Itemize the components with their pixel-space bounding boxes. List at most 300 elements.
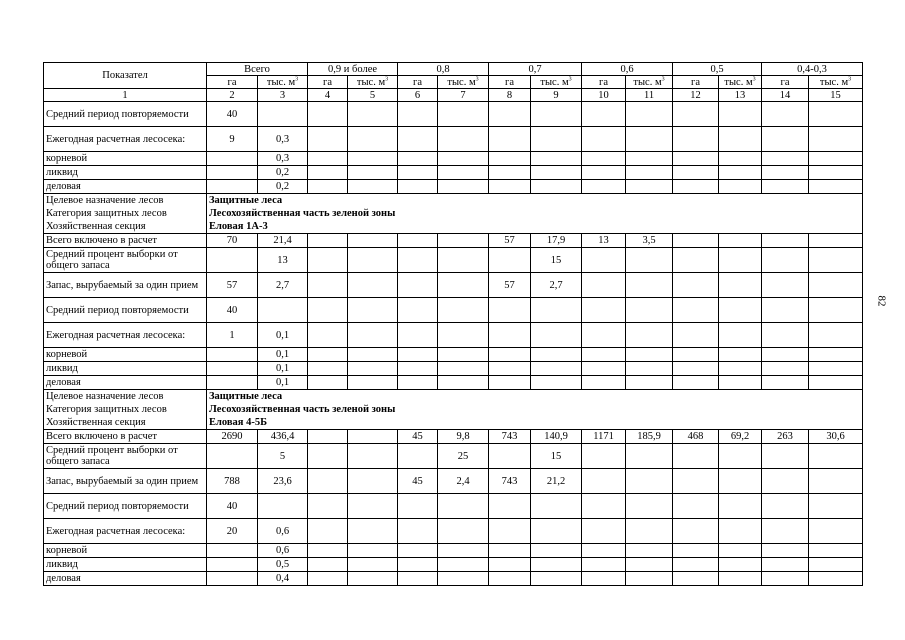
- row-label: деловая: [44, 572, 207, 586]
- table-cell: [809, 102, 863, 127]
- unit-volume-label: тыс. м: [266, 76, 296, 88]
- table-cell: 9,8: [438, 430, 489, 444]
- table-cell: [673, 376, 719, 390]
- table-cell: [719, 180, 762, 194]
- table-cell: 1: [207, 323, 258, 348]
- table-row: [44, 494, 863, 519]
- table-cell: [348, 544, 398, 558]
- header-group: 0,8: [398, 63, 489, 76]
- table-cell: 40: [207, 102, 258, 127]
- table-cell: [531, 544, 582, 558]
- unit-ha: га: [207, 76, 258, 89]
- table-row: [44, 430, 863, 444]
- unit-ha: га: [673, 76, 719, 89]
- row-label: Всего включено в расчет: [44, 234, 207, 248]
- unit-ha: га: [582, 76, 626, 89]
- table-cell: 13: [258, 248, 308, 273]
- table-cell: 263: [762, 430, 809, 444]
- table-cell: [398, 298, 438, 323]
- table-cell: [489, 348, 531, 362]
- section-info-row: [44, 390, 863, 404]
- table-cell: 2,4: [438, 469, 489, 494]
- table-cell: [308, 102, 348, 127]
- table-cell: [719, 298, 762, 323]
- table-cell: [348, 102, 398, 127]
- table-cell: [582, 323, 626, 348]
- table-cell: [673, 348, 719, 362]
- table-cell: [626, 544, 673, 558]
- unit-volume-label: тыс. м: [540, 76, 569, 88]
- row-label: Средний процент выборки от общего запаса: [44, 444, 207, 469]
- table-cell: [398, 348, 438, 362]
- table-cell: [673, 444, 719, 469]
- table-cell: [308, 323, 348, 348]
- table-cell: [809, 558, 863, 572]
- table-cell: [398, 558, 438, 572]
- table-cell: [626, 152, 673, 166]
- table-cell: 40: [207, 494, 258, 519]
- table-cell: [207, 180, 258, 194]
- unit-volume: [531, 76, 582, 89]
- table-cell: [308, 544, 348, 558]
- table-cell: 0,3: [258, 127, 308, 152]
- table-cell: 5: [258, 444, 308, 469]
- table-cell: [809, 323, 863, 348]
- table-cell: [489, 298, 531, 323]
- table-row: [44, 348, 863, 362]
- table-cell: [626, 127, 673, 152]
- table-row: [44, 248, 863, 273]
- unit-volume-exponent: 3: [385, 76, 389, 82]
- table-cell: [438, 323, 489, 348]
- table-cell: [673, 469, 719, 494]
- page-number: 82: [875, 295, 888, 307]
- table-cell: [348, 572, 398, 586]
- table-cell: [398, 519, 438, 544]
- table-cell: [762, 544, 809, 558]
- table-cell: 0,6: [258, 519, 308, 544]
- header-row-numbers: [44, 89, 863, 102]
- row-label: Ежегодная расчетная лесосека:: [44, 519, 207, 544]
- table-cell: [582, 152, 626, 166]
- row-label: ликвид: [44, 558, 207, 572]
- table-cell: [762, 444, 809, 469]
- unit-volume-label: тыс. м: [819, 76, 849, 88]
- table-cell: [489, 166, 531, 180]
- table-cell: [438, 558, 489, 572]
- table-cell: [348, 248, 398, 273]
- table-cell: [398, 234, 438, 248]
- table-row: [44, 152, 863, 166]
- table-cell: 45: [398, 469, 438, 494]
- column-number: 14: [762, 89, 809, 102]
- table-cell: [398, 494, 438, 519]
- table-cell: [207, 152, 258, 166]
- section-info-label: Целевое назначение лесов: [44, 194, 207, 208]
- row-label: Средний период повторяемости: [44, 494, 207, 519]
- unit-volume-exponent: 3: [568, 76, 572, 82]
- table-cell: [489, 519, 531, 544]
- table-cell: [809, 544, 863, 558]
- table-cell: 0,5: [258, 558, 308, 572]
- table-cell: [582, 444, 626, 469]
- table-cell: [531, 362, 582, 376]
- header-group: 0,5: [673, 63, 762, 76]
- table-cell: [207, 572, 258, 586]
- table-row: [44, 323, 863, 348]
- table-cell: [398, 127, 438, 152]
- table-cell: [626, 558, 673, 572]
- table-cell: [489, 152, 531, 166]
- header-row-groups: [44, 63, 863, 76]
- section-info-value: Защитные леса: [207, 194, 863, 208]
- table-cell: [308, 376, 348, 390]
- table-row: [44, 102, 863, 127]
- table-cell: [398, 180, 438, 194]
- section-info-label: Категория защитных лесов: [44, 207, 207, 220]
- table-cell: [762, 248, 809, 273]
- table-cell: [348, 180, 398, 194]
- table-cell: [673, 494, 719, 519]
- table-cell: [762, 152, 809, 166]
- column-number: 9: [531, 89, 582, 102]
- table-cell: [673, 152, 719, 166]
- table-cell: [398, 152, 438, 166]
- table-cell: [626, 248, 673, 273]
- table-cell: [582, 362, 626, 376]
- table-cell: [438, 127, 489, 152]
- table-cell: 0,2: [258, 166, 308, 180]
- table-row: [44, 273, 863, 298]
- table-cell: [582, 558, 626, 572]
- table-cell: [719, 323, 762, 348]
- table-cell: [438, 376, 489, 390]
- table-cell: [809, 469, 863, 494]
- table-cell: 185,9: [626, 430, 673, 444]
- table-cell: [809, 273, 863, 298]
- table-cell: [582, 376, 626, 390]
- table-cell: [398, 544, 438, 558]
- section-info-label: Категория защитных лесов: [44, 403, 207, 416]
- table-cell: [673, 234, 719, 248]
- table-cell: [809, 298, 863, 323]
- table-cell: [308, 234, 348, 248]
- table-row: [44, 180, 863, 194]
- table-cell: 0,4: [258, 572, 308, 586]
- table-cell: [489, 572, 531, 586]
- table-row: [44, 234, 863, 248]
- table-cell: [673, 248, 719, 273]
- table-cell: [348, 234, 398, 248]
- table-cell: [673, 166, 719, 180]
- table-cell: [582, 519, 626, 544]
- table-cell: [626, 102, 673, 127]
- table-cell: [531, 323, 582, 348]
- table-cell: [308, 152, 348, 166]
- table-cell: [438, 544, 489, 558]
- unit-ha: га: [489, 76, 531, 89]
- unit-volume-exponent: 3: [752, 76, 756, 82]
- table-cell: [719, 544, 762, 558]
- table-cell: [809, 180, 863, 194]
- row-label: Средний процент выборки от общего запаса: [44, 248, 207, 273]
- table-cell: [489, 362, 531, 376]
- section-info-row: [44, 416, 863, 430]
- table-cell: [582, 494, 626, 519]
- table-cell: [308, 362, 348, 376]
- table-cell: [582, 469, 626, 494]
- column-number: 8: [489, 89, 531, 102]
- table-cell: [531, 348, 582, 362]
- table-cell: [207, 544, 258, 558]
- section-info-row: [44, 403, 863, 416]
- table-cell: [438, 166, 489, 180]
- table-cell: [489, 102, 531, 127]
- table-cell: [348, 166, 398, 180]
- table-row: [44, 362, 863, 376]
- table-cell: [809, 348, 863, 362]
- table-cell: 0,6: [258, 544, 308, 558]
- table-cell: [626, 180, 673, 194]
- table-cell: [719, 519, 762, 544]
- unit-volume-exponent: 3: [475, 76, 479, 82]
- table-cell: [438, 152, 489, 166]
- unit-volume-exponent: 3: [848, 76, 852, 82]
- table-cell: [207, 444, 258, 469]
- table-cell: 0,1: [258, 376, 308, 390]
- table-cell: [489, 180, 531, 194]
- table-cell: [673, 558, 719, 572]
- table-cell: [582, 180, 626, 194]
- table-cell: 21,2: [531, 469, 582, 494]
- row-label: Запас, вырубаемый за один прием: [44, 273, 207, 298]
- table-cell: [673, 273, 719, 298]
- table-cell: [582, 273, 626, 298]
- table-cell: [348, 348, 398, 362]
- section-info-value: Лесохозяйственная часть зеленой зоны: [207, 403, 863, 416]
- table-cell: [398, 572, 438, 586]
- table-cell: [582, 544, 626, 558]
- table-cell: [348, 362, 398, 376]
- column-number: 7: [438, 89, 489, 102]
- table-cell: [762, 166, 809, 180]
- table-cell: [348, 298, 398, 323]
- table-cell: [438, 248, 489, 273]
- table-cell: [809, 234, 863, 248]
- table-cell: [348, 519, 398, 544]
- column-number: 1: [44, 89, 207, 102]
- table-cell: 15: [531, 248, 582, 273]
- table-cell: [762, 376, 809, 390]
- table-cell: [582, 298, 626, 323]
- table-cell: [626, 273, 673, 298]
- table-cell: [207, 248, 258, 273]
- unit-ha: га: [308, 76, 348, 89]
- unit-ha: га: [398, 76, 438, 89]
- table-cell: 25: [438, 444, 489, 469]
- column-number: 4: [308, 89, 348, 102]
- table-row: [44, 558, 863, 572]
- table-cell: [626, 298, 673, 323]
- table-cell: 0,1: [258, 348, 308, 362]
- table-cell: [719, 348, 762, 362]
- unit-volume-exponent: 3: [295, 76, 299, 82]
- table-row: [44, 544, 863, 558]
- table-cell: [719, 444, 762, 469]
- table-cell: [308, 348, 348, 362]
- table-cell: [398, 102, 438, 127]
- table-cell: [626, 469, 673, 494]
- table-cell: [719, 558, 762, 572]
- table-row: [44, 519, 863, 544]
- table-cell: 57: [207, 273, 258, 298]
- row-label: корневой: [44, 152, 207, 166]
- table-cell: [582, 127, 626, 152]
- table-cell: [348, 127, 398, 152]
- table-cell: [308, 558, 348, 572]
- table-cell: [582, 166, 626, 180]
- table-cell: 17,9: [531, 234, 582, 248]
- table-cell: 2690: [207, 430, 258, 444]
- table-cell: 2,7: [258, 273, 308, 298]
- table-cell: [582, 102, 626, 127]
- table-cell: 45: [398, 430, 438, 444]
- row-label: деловая: [44, 180, 207, 194]
- table-row: [44, 469, 863, 494]
- table-cell: [531, 166, 582, 180]
- table-cell: [308, 248, 348, 273]
- table-cell: [809, 376, 863, 390]
- table-cell: [207, 362, 258, 376]
- table-cell: [762, 558, 809, 572]
- table-cell: [809, 248, 863, 273]
- table-body: [44, 63, 863, 586]
- table-cell: [626, 362, 673, 376]
- column-number: 6: [398, 89, 438, 102]
- table-cell: [438, 102, 489, 127]
- table-cell: [626, 494, 673, 519]
- row-label: Запас, вырубаемый за один прием: [44, 469, 207, 494]
- section-info-value: Еловая 4-5Б: [207, 416, 863, 430]
- table-cell: [438, 572, 489, 586]
- table-cell: [207, 166, 258, 180]
- section-info-label: Целевое назначение лесов: [44, 390, 207, 404]
- table-cell: [308, 494, 348, 519]
- table-cell: [489, 248, 531, 273]
- table-cell: 140,9: [531, 430, 582, 444]
- forest-harvest-table: [43, 62, 863, 586]
- table-row: [44, 127, 863, 152]
- table-cell: [626, 376, 673, 390]
- table-cell: [308, 273, 348, 298]
- table-cell: [673, 180, 719, 194]
- table-cell: [531, 180, 582, 194]
- table-cell: [308, 166, 348, 180]
- table-cell: [762, 519, 809, 544]
- table-cell: [398, 248, 438, 273]
- table-cell: 788: [207, 469, 258, 494]
- table-cell: [673, 127, 719, 152]
- section-info-value: Лесохозяйственная часть зеленой зоны: [207, 207, 863, 220]
- table-cell: [582, 248, 626, 273]
- table-cell: [719, 362, 762, 376]
- unit-volume: [719, 76, 762, 89]
- table-cell: [809, 519, 863, 544]
- table-cell: [531, 102, 582, 127]
- table-cell: [348, 494, 398, 519]
- table-cell: [531, 127, 582, 152]
- table-cell: 1171: [582, 430, 626, 444]
- table-cell: 9: [207, 127, 258, 152]
- table-cell: [348, 376, 398, 390]
- table-cell: [719, 127, 762, 152]
- table-cell: 70: [207, 234, 258, 248]
- row-label: Средний период повторяемости: [44, 102, 207, 127]
- header-group: 0,9 и более: [308, 63, 398, 76]
- unit-volume-label: тыс. м: [447, 76, 476, 88]
- table-cell: [207, 558, 258, 572]
- table-cell: [489, 376, 531, 390]
- table-cell: [762, 273, 809, 298]
- table-cell: [438, 234, 489, 248]
- table-cell: [531, 494, 582, 519]
- table-cell: [489, 444, 531, 469]
- table-cell: [207, 348, 258, 362]
- table-cell: [626, 166, 673, 180]
- unit-volume: [438, 76, 489, 89]
- table-cell: [308, 519, 348, 544]
- table-cell: [438, 362, 489, 376]
- table-cell: [398, 323, 438, 348]
- table-cell: [398, 376, 438, 390]
- section-info-row: [44, 207, 863, 220]
- table-cell: [809, 444, 863, 469]
- table-cell: [438, 519, 489, 544]
- row-label: Ежегодная расчетная лесосека:: [44, 127, 207, 152]
- table-cell: [308, 180, 348, 194]
- table-cell: [809, 152, 863, 166]
- table-cell: [348, 152, 398, 166]
- table-cell: 0,2: [258, 180, 308, 194]
- table-cell: [308, 444, 348, 469]
- table-cell: [626, 348, 673, 362]
- unit-volume-label: тыс. м: [633, 76, 662, 88]
- table-cell: [673, 362, 719, 376]
- table-cell: [762, 102, 809, 127]
- table-cell: [531, 376, 582, 390]
- unit-ha: га: [762, 76, 809, 89]
- table-cell: 743: [489, 430, 531, 444]
- table-cell: [762, 494, 809, 519]
- table-cell: [348, 558, 398, 572]
- table-cell: [258, 102, 308, 127]
- table-cell: [489, 323, 531, 348]
- table-cell: [762, 572, 809, 586]
- column-number: 11: [626, 89, 673, 102]
- unit-volume: [626, 76, 673, 89]
- table-cell: [398, 166, 438, 180]
- table-cell: [673, 519, 719, 544]
- table-cell: [719, 152, 762, 166]
- table-cell: 13: [582, 234, 626, 248]
- table-cell: [673, 544, 719, 558]
- table-cell: [762, 180, 809, 194]
- table-cell: [348, 469, 398, 494]
- table-cell: 0,3: [258, 152, 308, 166]
- row-label: ликвид: [44, 166, 207, 180]
- table-cell: [531, 298, 582, 323]
- unit-volume-exponent: 3: [661, 76, 665, 82]
